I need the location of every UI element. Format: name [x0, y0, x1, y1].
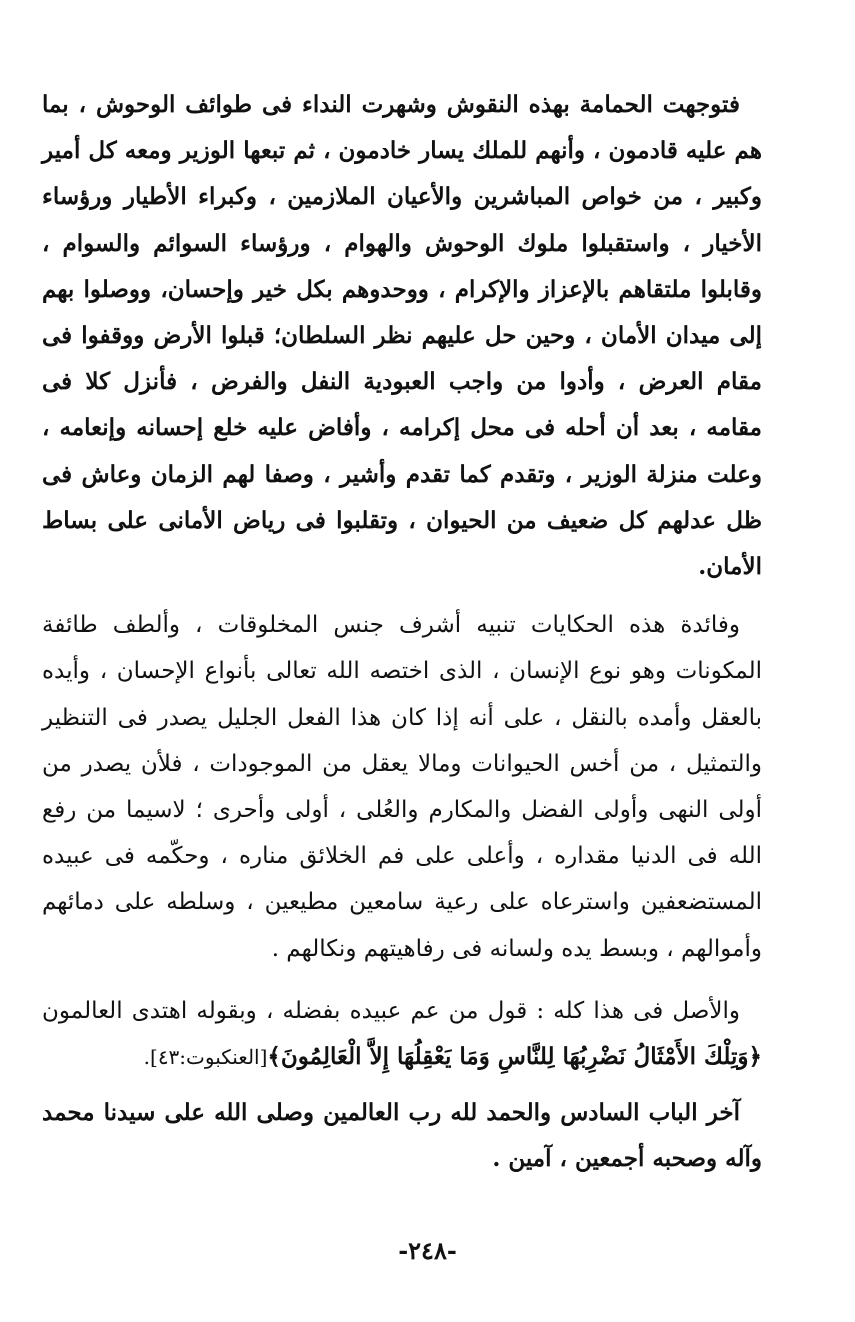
- verse-reference: [العنكبوت:٤٣].: [143, 1045, 268, 1070]
- paragraph-quran-citation: [42, 988, 762, 1080]
- paragraph-chapter-end: [42, 1090, 762, 1182]
- paragraph-moral: [42, 602, 762, 972]
- paragraph-text: والأصل فى هذا كله : قول من عم عبيده بفضله ، وبقوله اهتدى العالمون: [42, 997, 740, 1024]
- paragraph-text: فتوجهت الحمامة بهذه النقوش وشهرت النداء فى طوائف الوحوش ، بما هم عليه قادمون ، وأنهم للملك يسار خادمون ، ثم تبعها الوزير ومعه كل أمير وكبير ، من خواص المباشرين والأعيان الملازمين ، وكبراء الأطيار ورؤساء الأخيار ، واستقبلوا ملوك الوحوش والهوام ، ورؤساء السوائم والسوام ، وقابلوا ملتقاهم بالإعزاز والإكرام ، ووحدوهم بكل خير وإحسان، ووصلوا بهم إلى ميدان الأمان ، وحين حل عليهم نظر السلطان؛ قبلوا الأرض ووقفوا فى مقام العرض ، وأدوا من واجب العبودية النفل والفرض ، فأنزل كلا فى مقامه ، بعد أن أحله فى محل إكرامه ، وأفاض عليه خلع إحسانه وإنعامه ، وعلت منزلة الوزير ، وتقدم كما تقدم وأشير ، وصفا لهم الزمان وعاش فى ظل عدلهم كل ضعيف من الحيوان ، وتقلبوا فى رياض الأمانى على بساط الأمان.: [42, 91, 762, 581]
- page-body: [42, 82, 762, 1183]
- paragraph-text: آخر الباب السادس والحمد لله رب العالمين وصلى الله على سيدنا محمد وآله وصحبه أجمعين ، آمين .: [42, 1099, 762, 1173]
- quran-verse: ﴿وَتِلْكَ الأَمْثَالُ نَضْرِبُهَا لِلنَّاسِ وَمَا يَعْقِلُهَا إِلاَّ الْعَالِمُونَ﴾: [267, 1043, 762, 1071]
- paragraph-story-ending: [42, 82, 762, 590]
- paragraph-text: وفائدة هذه الحكايات تنبيه أشرف جنس المخلوقات ، وألطف طائفة المكونات وهو نوع الإنسان ، الذى اختصه الله تعالى بأنواع الإحسان ، وأيده بالعقل وأمده بالنقل ، على أنه إذا كان هذا الفعل الجليل يصدر فى التنظير والتمثيل ، من أخس الحيوانات ومالا يعقل من الموجودات ، فلأن يصدر من أولى النهى وأولى الفضل والمكارم والعُلى ، أولى وأحرى ؛ لاسيما من رفع الله فى الدنيا مقداره ، وأعلى على فم الخلائق مناره ، وحكّمه فى عبيده المستضعفين واسترعاه على رعية سامعين مطيعين ، وسلطه على دمائهم وأموالهم ، وبسط يده ولسانه فى رفاهيتهم ونكالهم .: [42, 612, 762, 962]
- page-number: -٢٤٨-: [398, 1236, 457, 1265]
